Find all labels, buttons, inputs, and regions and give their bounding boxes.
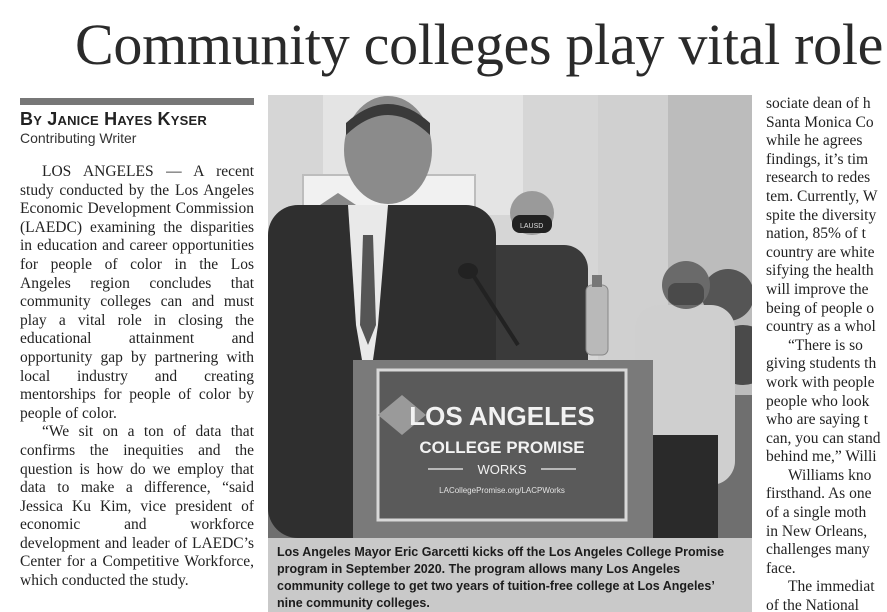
- text-line: work with people: [766, 373, 875, 391]
- article-photo: [268, 95, 752, 538]
- text-line: sociate dean of h: [766, 95, 871, 112]
- text-line: challenges many: [766, 541, 870, 559]
- photo-caption: Los Angeles Mayor Eric Garcetti kicks off the Los Angeles College Promise program in September 2020. The program allows many Los Angeles community college to get two years of tuition-free college at Los Angeles’ nine community colleges.: [268, 538, 752, 612]
- text-line: country are white: [766, 243, 875, 261]
- podium-title-line-1: LOS ANGELES: [409, 401, 595, 431]
- text-line: of a single moth: [766, 504, 867, 522]
- podium-title-line-3: WORKS: [477, 462, 527, 477]
- text-line: country as a whol: [766, 318, 876, 336]
- text-line: people who look: [766, 392, 870, 410]
- byline-rule: [20, 98, 254, 105]
- text-line: behind me,” Willi: [766, 448, 877, 466]
- mask-text: LAUSD: [520, 223, 544, 230]
- text-line: sifying the health: [766, 262, 874, 280]
- text-line: findings, it’s tim: [766, 150, 869, 168]
- article-headline: Community colleges play vital role: [75, 12, 884, 77]
- podium-title-line-2: COLLEGE PROMISE: [419, 438, 585, 457]
- text-line: Williams kno: [788, 466, 872, 484]
- text-line: while he agrees: [766, 132, 863, 150]
- text-line: giving students th: [766, 355, 877, 373]
- text-line: Santa Monica Co: [766, 113, 874, 131]
- text-line: can, you can stand: [766, 429, 881, 447]
- text-line: of the National: [766, 597, 859, 612]
- text-line: firsthand. As one: [766, 485, 872, 503]
- byline-role: Contributing Writer: [20, 130, 137, 146]
- text-line: in New Orleans,: [766, 522, 868, 540]
- byline: By Janice Hayes Kyser: [20, 109, 207, 129]
- text-line: being of people o: [766, 299, 875, 317]
- paragraph: LOS ANGELES — A recent study conducted by the Los Angeles Economic Development Commission (LAEDC) examining the disparities in education and career opportunities for people of color in the Los Angeles region concludes that community colleges can and must play a vital role in closing the educational attainment and opportunity gap by partnering with local industry and creating mentorships for people of color by people of color.: [20, 163, 254, 422]
- article-column-1: [20, 163, 254, 612]
- paragraph: “We sit on a ton of data that confirms the inequities and the question is how do we employ that data to make a difference, “said Jessica Ku Kim, vice president of economic and workforce development and leader of LAEDC’s Center for a Competitive Workforce, which conducted the study.: [20, 423, 254, 590]
- text-line: who are saying t: [766, 411, 869, 429]
- text-line: research to redes: [766, 169, 871, 187]
- text-line: face.: [766, 559, 796, 577]
- text-line: tem. Currently, W: [766, 187, 878, 205]
- text-line: nation, 85% of t: [766, 225, 866, 243]
- text-line: The immediat: [788, 578, 875, 596]
- text-line: will improve the: [766, 280, 869, 298]
- text-line: spite the diversity: [766, 206, 877, 224]
- podium-url: LACollegePromise.org/LACPWorks: [439, 486, 565, 495]
- article-column-3: [766, 95, 887, 612]
- text-line: “There is so: [788, 336, 863, 354]
